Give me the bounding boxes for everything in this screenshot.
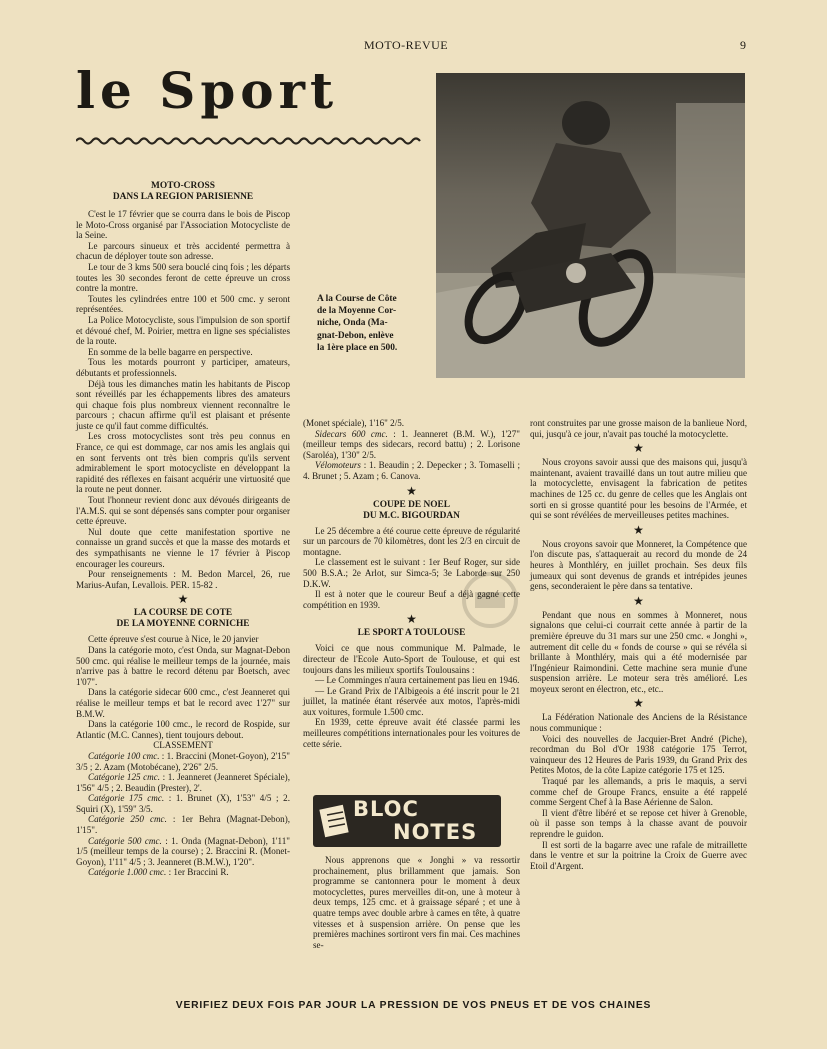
bloc-notes-word-2: NOTES: [393, 820, 478, 844]
article-subheading: DANS LA REGION PARISIENNE: [112, 192, 254, 202]
caption-line: de la Moyenne Cor-: [317, 306, 397, 317]
footer-slogan: VERIFIEZ DEUX FOIS PAR JOUR LA PRESSION DE VOS PNEUS ET DE VOS CHAINES: [175, 1000, 652, 1011]
paragraph: Pendant que nous en sommes à Monneret, nous signalons que celui-ci courrait cette année à partir de la première épreuve du 31 mars sur une 250 cmc. « Jonghi », autrement dit celle du « fonds de course » qui se révéla si brillante à Monthléry, mais qui a été modernisée par l'Ingénieur Raimondini. Cette machine sera munie d'une suspension arrière. Le moteur sera très amélioré. Les moyeux seront en électron, etc., etc..: [530, 609, 747, 694]
category-label: Vélomoteurs: [315, 460, 361, 471]
star-separator: ★: [633, 441, 644, 456]
bloc-notes-word-1: BLOC: [353, 797, 419, 821]
photo-caption: [317, 293, 429, 354]
page-header: [0, 38, 827, 56]
paragraph: Le classement est le suivant : 1er Beuf Roger, sur side 500 B.S.A.; 2e Arlot, sur Simca-5; 3e Laborde sur 250 D.K.W.: [303, 557, 520, 589]
category-label: Catégorie 125 cmc.: [88, 772, 161, 783]
decorative-rule: [76, 136, 426, 146]
result-text: : 1. Onda (Magnat-Debon), 1'11" 1/5 (meilleur temps de la course) ; 2. Braccini R. (Monet-Goyon), 1'11" 4/5 ; 3. Jeanneret (B.M.W.), 1'20".: [76, 835, 290, 867]
paragraph: Tous les motards pourront y participer, amateurs, débutants et professionnels.: [76, 357, 290, 378]
bloc-notes-banner: [313, 795, 501, 847]
paragraph: Nul doute que cette manifestation sportive ne connaisse un grand succès et que la masse des motards et des sympathisants ne vienne le 17 février à Piscop encourager les coureurs.: [76, 526, 290, 569]
category-label: Sidecars 600 cmc.: [315, 428, 388, 439]
paragraph: C'est le 17 février que se courra dans le bois de Piscop le Moto-Cross organisé par l'Association Motocycliste de la Seine.: [76, 209, 290, 241]
star-separator: ★: [406, 612, 417, 627]
paragraph: En 1939, cette épreuve avait été classée parmi les meilleures compétitions internationales pour les voitures de cette série.: [303, 717, 520, 749]
running-head: MOTO-REVUE: [364, 38, 449, 52]
paragraph: En somme de la belle bagarre en perspective.: [88, 346, 253, 357]
paragraph: La Police Motocycliste, sous l'impulsion de son sportif et dévoué chef, M. Poirier, mettra en ligne ses spécialistes de la route.: [76, 314, 290, 347]
result-text: : 1. Brunet (X), 1'53" 4/5 ; 2. Squiri (X), 1'59" 3/5.: [76, 793, 290, 814]
article-heading: COUPE DE NOEL: [372, 499, 451, 510]
paragraph: Dans la catégorie 100 cmc., le record de Rospide, sur Atlantic (M.C. Cannes), tient toujours debout.: [76, 719, 290, 740]
paragraph: — Le Grand Prix de l'Albigeois a été inscrit pour le 21 juillet, la matinée étant réservée aux motos, l'après-midi aux voitures, formule 1.500 cmc.: [303, 685, 520, 717]
paragraph: Déjà tous les dimanches matin les habitants de Piscop sont réveillés par les échappements libres des amateurs qui chaque fois plus nombreux viennent reconnaître le parcours ; chacun affirme qu'il est plaisant et présente juste ce qu'il faut comme difficultés.: [76, 378, 290, 431]
result-entry: [76, 867, 290, 878]
article-heading: LA COURSE DE COTE: [133, 608, 233, 619]
paragraph: — Le Comminges n'aura certainement pas lieu en 1946.: [315, 675, 520, 686]
paragraph: Le parcours sinueux et très accidenté permettra à chacun de déployer toute son adresse.: [76, 240, 290, 262]
category-label: Catégorie 100 cmc.: [88, 750, 160, 761]
paragraph: Le tour de 3 kms 500 sera bouclé cinq fois ; les départs toutes les 30 secondes feront de cette épreuve un cross contre la montre.: [76, 261, 290, 294]
column-right: [530, 418, 747, 871]
result-text: : 1. Jeanneret (Jeanneret Spéciale), 1'56" 4/5 ; 2. Beaudin (Prester), 2'.: [76, 772, 290, 793]
paragraph: Toutes les cylindrées entre 100 et 500 cmc. y seront représentées.: [76, 293, 290, 315]
category-label: Catégorie 1.000 cmc.: [88, 867, 167, 878]
watermark-graphic: [455, 570, 525, 630]
paragraph: Il est sorti de la bagarre avec une rafale de mitraillette dans le ventre et sur la poitrine la Croix de Guerre avec Etoil d'Argent.: [530, 839, 747, 871]
paragraph: Nous apprenons que « Jonghi » va ressortir prochainement, plus brillamment que jamais. Son programme se cantonnera pour le moment à deux motocyclettes, pures merveilles dit-on, une à moteur à deux temps, 125 cmc. et à graissage séparé ; et une à quatre temps avec double arbre à cames en tête, à quatre vitesses et à suspension arrière. On pense que les premières machines sortiront vers fin mai. Ces machines se-: [313, 855, 520, 950]
star-separator: ★: [177, 592, 189, 607]
paragraph: Dans la catégorie sidecar 600 cmc., c'est Jeanneret qui réalise le meilleur temps et bat le record avec 1'27" sur B.M.W.: [76, 687, 290, 719]
section-title: le Sport: [76, 61, 339, 120]
column-middle-bottom: [313, 855, 520, 950]
classement-heading: CLASSEMENT: [153, 740, 213, 751]
result-entry: [303, 429, 520, 461]
caption-line: la 1ère place en 500.: [317, 342, 398, 353]
result-entry: [76, 814, 290, 835]
motorcycle-race-photo: [436, 73, 745, 378]
paragraph: (Monet spéciale), 1'16" 2/5.: [303, 418, 405, 428]
result-text: : 1. Braccini (Monet-Goyon), 2'15" 3/5 ; 2. Azam (Motobécane), 2'26" 2/5.: [76, 750, 290, 772]
result-entry: [76, 836, 290, 868]
star-separator: ★: [633, 522, 644, 537]
result-entry: [76, 772, 290, 793]
paragraph: Il est à noter que le coureur Beuf a déjà gagné cette compétition en 1939.: [303, 589, 520, 610]
photo-illustration: [436, 73, 745, 378]
result-text: : 1. Jeanneret (B.M. W.), 1'27" (meilleur temps des sidecars, record battu) ; 2. Lorisone (Saroléa), 1'30" 2/5.: [303, 428, 520, 460]
result-entry: [76, 751, 290, 772]
paragraph: Nous croyons savoir aussi que des maisons qui, jusqu'à maintenant, avaient travaillé dans un tout autre milieu que la motocyclette, envisagent la fabrication de petites machines de 125 cc. du genre de celles que les Anglais ont sorti en si grosse quantité pour les besoins de l'Armée, et qui se sont révélées de merveilleuses petites machines.: [530, 457, 747, 521]
caption-line: A la Course de Côte: [317, 294, 397, 304]
article-subheading: DE LA MOYENNE CORNICHE: [116, 619, 250, 630]
paragraph: Le 25 décembre a été courue cette épreuve de régularité sur un parcours de 70 kilomètres, dont les 2/3 en circuit de montagne.: [303, 525, 520, 557]
result-text: : 1. Beaudin ; 2. Depecker ; 3. Tomaselli ; 4. Brunet ; 5. Azam ; 6. Canova.: [303, 460, 520, 481]
page-number: 9: [740, 38, 746, 52]
article-heading: MOTO-CROSS: [151, 181, 215, 191]
paragraph: La Fédération Nationale des Anciens de la Résistance nous communique :: [530, 712, 747, 734]
caption-line: gnat-Debon, enlève: [317, 330, 394, 341]
paragraph: ront construites par une grosse maison de la banlieue Nord, qui, jusqu'à ce jour, n'avait pas touché la motocyclette.: [530, 418, 747, 439]
result-text: : 1er Behra (Magnat-Debon), 1'15".: [76, 814, 290, 836]
result-entry: [76, 793, 290, 814]
star-separator: ★: [406, 483, 417, 498]
paragraph: Nous croyons savoir que Monneret, la Compétence que l'on discute pas, s'attaquerait au record du monde de 24 heures à Monthléry, en juillet prochain. Ses deux fils jumeaux qui sont devenus de grands et intrépides jeunes gens, seconderaient le père dans sa tentative.: [530, 538, 747, 592]
star-separator: ★: [633, 593, 644, 608]
caption-line: niche, Onda (Ma-: [317, 318, 388, 329]
watermark-logo: [455, 570, 525, 630]
paragraph: Voici ce que nous communique M. Palmade, le directeur de l'Ecole Auto-Sport de Toulouse, et qui est toujours dans les milieux sportifs Toulousains :: [303, 643, 520, 675]
result-entry: [303, 460, 520, 481]
category-label: Catégorie 500 cmc.: [88, 835, 162, 846]
article-subheading: DU M.C. BIGOURDAN: [363, 510, 460, 521]
notepad-icon: [319, 803, 351, 839]
paragraph: Cette épreuve s'est courue à Nice, le 20 janvier: [88, 634, 259, 645]
star-separator: ★: [633, 696, 644, 711]
result-text: : 1er Braccini R.: [166, 867, 229, 878]
paragraph: Tout l'honneur revient donc aux dévoués dirigeants de l'A.M.S. qui se sont dépensés sans compter pour organiser cette épreuve.: [76, 495, 290, 527]
paragraph: Les cross motocyclistes sont très peu connus en France, ce qui est dommage, car nos amis les anglais qui en sont fervents ont très bien compris qu'ils servent admirablement le sport motocycliste en développant la rapidité des réflexes en faisant acquérir une virtuosité que la route ne peut donner.: [76, 431, 290, 495]
column-left: [76, 181, 290, 878]
category-label: Catégorie 175 cmc.: [88, 793, 165, 804]
category-label: Catégorie 250 cmc.: [88, 814, 167, 825]
paragraph: Voici des nouvelles de Jacquier-Bret André (Piche), recordman du Bol d'Or 1938 catégorie 175 Terrot, vainqueur des 12 Heures de Paris 1939, du Grand Prix des Petites Motos, de la côte Lapize catégorie 175 et 125.: [530, 733, 747, 776]
paragraph: Il vient d'être libéré et se repose cet hiver à Grenoble, où il passe son temps à la chasse avant de pouvoir reprendre le guidon.: [530, 807, 747, 839]
paragraph: Traqué par les allemands, a pris le maquis, a servi comme chef de Groupe Francs, ensuite a été rappelé comme Sergent Chef à la Base Aérienne de Salon.: [530, 776, 747, 808]
paragraph: Dans la catégorie moto, c'est Onda, sur Magnat-Debon 500 cmc. qui réalise le meilleur temps de la journée, mais n'arrive pas à battre le record détenu par Boetsch, avec 1'07".: [76, 644, 290, 687]
article-heading: LE SPORT A TOULOUSE: [357, 628, 466, 639]
paragraph: Pour renseignements : M. Bedon Marcel, 26, rue Marius-Aufan, Levallois. PER. 15-82 .: [76, 569, 290, 590]
